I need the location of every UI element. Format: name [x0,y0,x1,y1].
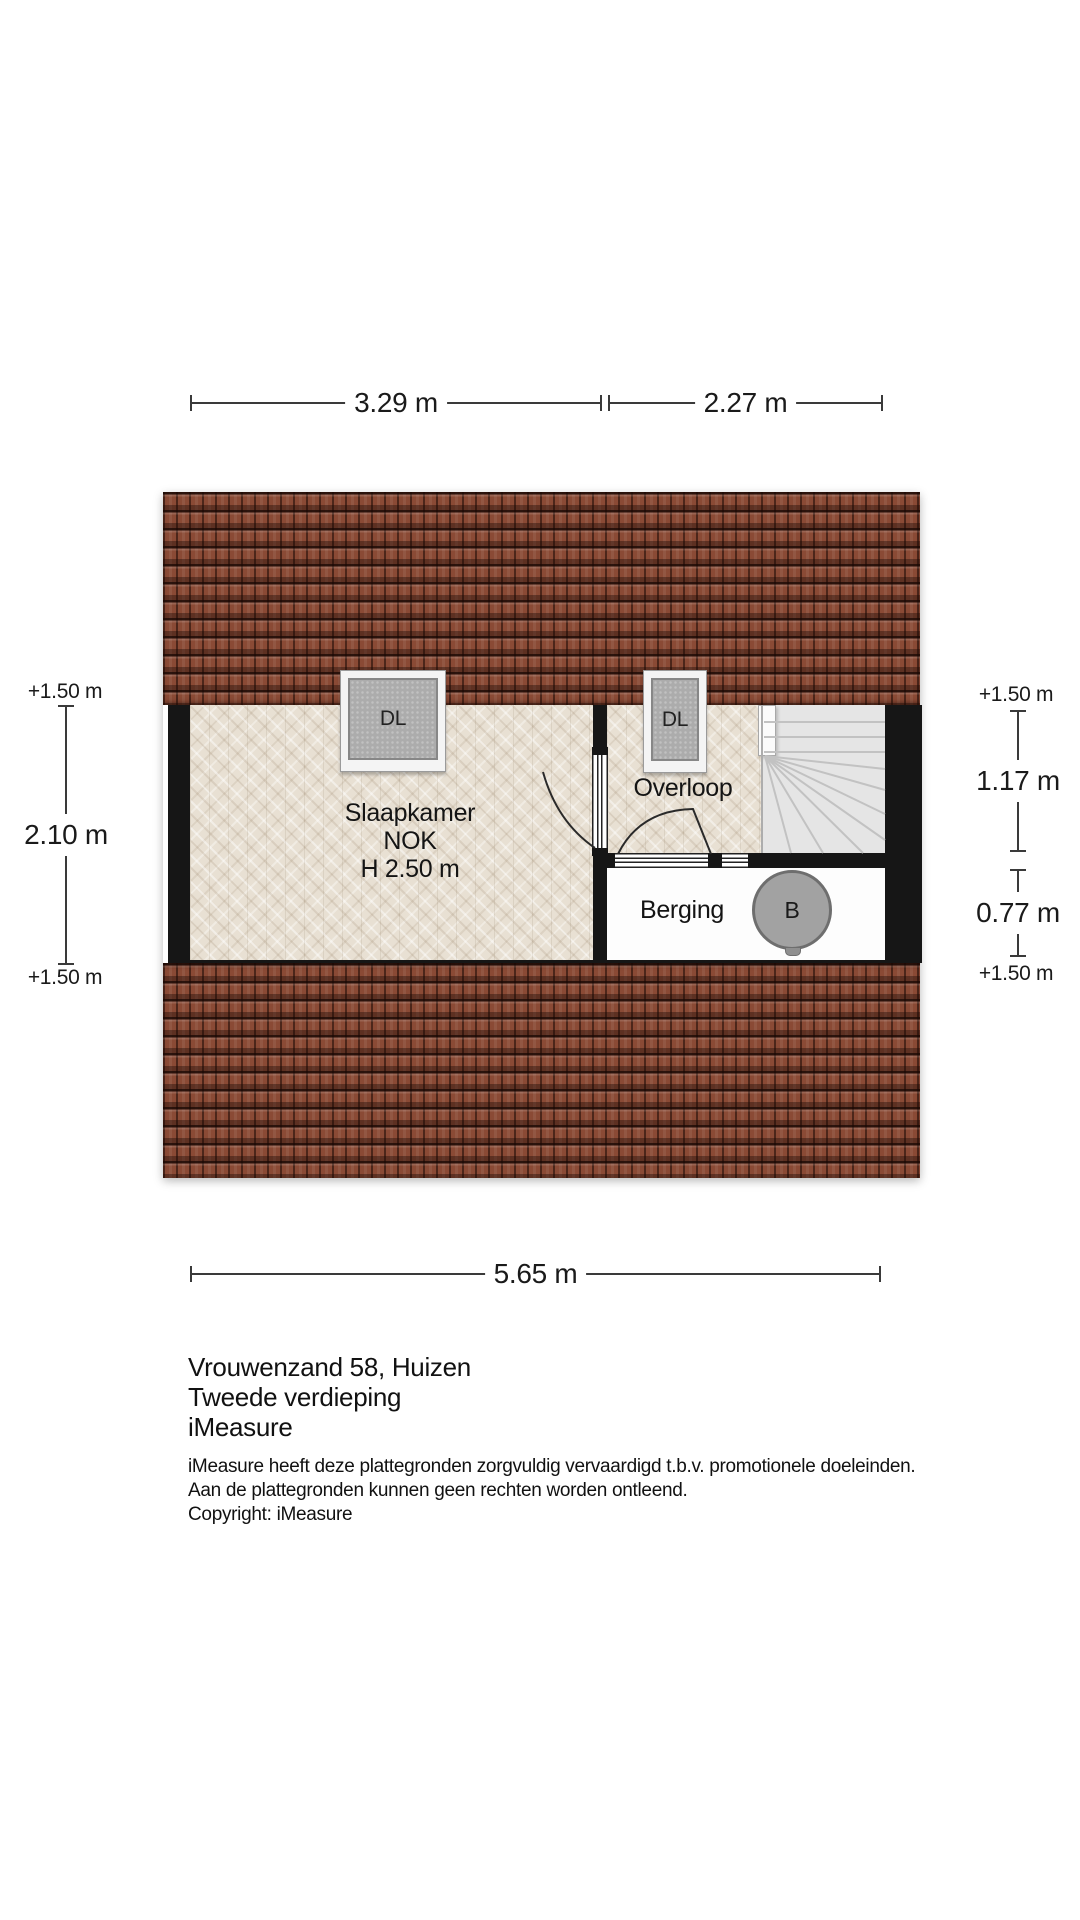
door-panel [722,853,748,868]
dimension-right-upper [976,710,1060,852]
room-label-slaapkamer [290,799,530,883]
room-name: Slaapkamer [344,799,476,827]
tick [600,395,602,411]
tick [608,395,610,411]
wall-center-upper [593,705,607,747]
tick [1010,710,1026,712]
tick [881,395,883,411]
height-label-left-bottom: +1.50 m [27,966,103,989]
dimension-right-lower [976,869,1060,957]
height-label-left-top: +1.50 m [27,680,103,703]
disclaimer-block [188,1455,915,1527]
height-label-right-bottom: +1.50 m [978,962,1054,985]
disclaimer-line: iMeasure heeft deze plattegronden zorgvuldig vervaardigd t.b.v. promotionele doeleinden. [188,1456,916,1477]
brand-line: iMeasure [188,1412,293,1442]
skylight-slaapkamer [340,670,446,772]
wall-left [168,705,190,963]
dimension-label: 5.65 m [485,1256,587,1292]
wall-bottom-edge [168,960,922,963]
stair-newel [758,705,776,756]
wall-right [885,705,922,963]
disclaimer-line: Aan de plattegronden kunnen geen rechten worden ontleend. [188,1480,688,1501]
boiler-label: B [784,896,800,923]
room-label-overloop: Overloop [633,774,733,802]
tick [1010,850,1026,852]
boiler [752,870,832,950]
dimension-label: 1.17 m [974,760,1062,802]
dimension-top-right [608,387,883,418]
skylight-overloop [643,670,707,773]
roof-bottom [163,963,920,1178]
door-berging [615,853,708,868]
boiler-valve [785,948,801,956]
address-line: Vrouwenzand 58, Huizen [188,1352,471,1382]
room-note-nok: NOK [383,827,437,855]
height-label-right-top: +1.50 m [978,683,1054,706]
tick [879,1266,881,1282]
tick [1010,955,1026,957]
tick [58,963,74,965]
skylight-label: DL [348,678,438,760]
staircase [762,705,885,853]
dimension-label: 0.77 m [974,892,1062,934]
title-block [188,1352,471,1442]
tick [58,705,74,707]
door-jamb [592,747,608,755]
floorplan [163,492,920,1178]
tick [190,395,192,411]
room-note-height: H 2.50 m [360,855,460,883]
skylight-label: DL [651,678,699,761]
dimension-top-left [190,387,602,418]
dimension-label: 2.10 m [22,814,110,856]
dimension-label: 2.27 m [695,385,797,421]
floor-line: Tweede verdieping [188,1382,402,1412]
disclaimer-line: Copyright: iMeasure [188,1504,353,1525]
dimension-label: 3.29 m [345,385,447,421]
room-label-berging: Berging [639,896,725,924]
dimension-bottom [190,1258,881,1289]
roof-top [163,492,920,705]
tick [1010,869,1026,871]
tick [190,1266,192,1282]
dimension-left [24,705,108,965]
